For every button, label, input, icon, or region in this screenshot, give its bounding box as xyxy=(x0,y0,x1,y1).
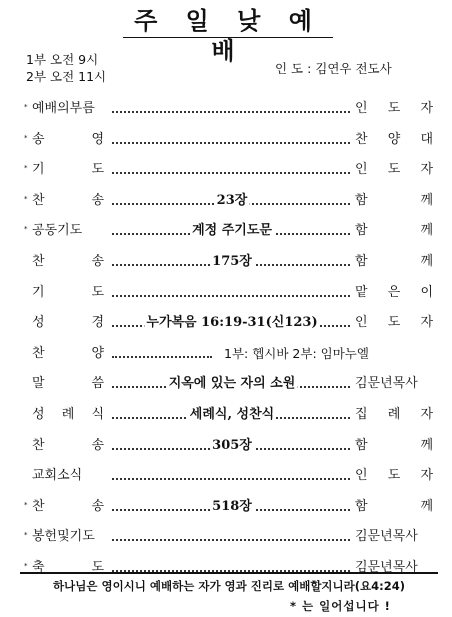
program-label: 찬 양 xyxy=(32,345,104,361)
program-responsible: 집 례 자 xyxy=(355,407,433,422)
program-row xyxy=(0,251,452,273)
standing-marker: * xyxy=(24,500,28,509)
program-row xyxy=(0,404,452,426)
program-label: 성 례 식 xyxy=(32,407,104,422)
dot-leader xyxy=(112,142,350,144)
program-label: 예배의부름 xyxy=(32,101,95,116)
program-label: 축 도 xyxy=(32,560,104,575)
program-label: 기 도 xyxy=(32,162,104,178)
program-row xyxy=(0,190,452,212)
program-detail: 175장 xyxy=(212,254,252,269)
standing-marker: * xyxy=(24,164,28,173)
program-detail: 23장 xyxy=(216,192,248,208)
program-label: 찬 송 xyxy=(32,498,104,514)
program-responsible: 함 께 xyxy=(355,437,433,453)
standing-marker: * xyxy=(24,531,28,540)
divider-line xyxy=(20,572,438,574)
program-responsible: 김문년목사 xyxy=(355,560,418,575)
program-row xyxy=(0,312,452,334)
page-title: 주 일 낮 예 배 xyxy=(134,6,322,65)
dot-leader xyxy=(112,539,350,541)
program-label: 기 도 xyxy=(32,284,104,300)
dot-leader xyxy=(112,478,350,480)
service-leader: 인 도 : 김연우 전도사 xyxy=(275,61,392,76)
program-row xyxy=(0,98,452,120)
service-time-2: 2부 오전 11시 xyxy=(26,69,107,84)
program-responsible: 김문년목사 xyxy=(355,376,418,392)
program-detail: 누가복음 16:19-31(신123) xyxy=(146,315,318,331)
program-row xyxy=(0,343,452,365)
program-detail: 계정 주기도문 xyxy=(192,223,272,239)
program-row xyxy=(0,557,452,579)
dot-leader xyxy=(112,111,350,113)
program-row xyxy=(0,373,452,395)
program-row xyxy=(0,282,452,304)
program-detail: 1부: 헵시바 2부: 임마누엘 xyxy=(224,345,369,361)
program-label: 공동기도 xyxy=(32,223,83,239)
program-row xyxy=(0,435,452,457)
program-label: 찬 송 xyxy=(32,254,104,269)
program-responsible: 함 께 xyxy=(355,223,433,239)
scripture-verse: 하나님은 영이시니 예배하는 자가 영과 진리로 예배할지니라(요4:24) xyxy=(53,579,405,593)
program-label: 봉헌및기도 xyxy=(32,529,95,545)
program-label: 말 씀 xyxy=(32,376,104,392)
program-responsible: 김문년목사 xyxy=(355,529,418,545)
program-label: 교회소식 xyxy=(32,468,83,484)
program-detail: 지옥에 있는 자의 소원 xyxy=(168,376,296,392)
standing-marker: * xyxy=(24,562,28,570)
dot-leader xyxy=(112,295,350,297)
program-row xyxy=(0,129,452,151)
program-responsible: 인 도 자 xyxy=(355,468,433,484)
service-time-1: 1부 오전 9시 xyxy=(26,52,99,67)
program-row xyxy=(0,465,452,487)
program-responsible: 찬 양 대 xyxy=(355,131,433,147)
program-responsible: 함 께 xyxy=(355,192,433,208)
standing-marker: * xyxy=(24,225,28,234)
program-detail: 518장 xyxy=(212,498,252,514)
dot-leader xyxy=(112,356,212,358)
stand-note: * 는 일어섭니다 ! xyxy=(290,599,391,613)
program-detail: 세례식, 성찬식 xyxy=(189,407,275,422)
program-label: 성 경 xyxy=(32,315,104,331)
program-label: 찬 송 xyxy=(32,192,104,208)
program-row xyxy=(0,496,452,518)
program-responsible: 함 께 xyxy=(355,498,433,514)
program-responsible: 인 도 자 xyxy=(355,101,433,116)
standing-marker: * xyxy=(24,194,28,203)
standing-marker: * xyxy=(24,103,28,111)
program-responsible: 인 도 자 xyxy=(355,162,433,178)
program-detail: 305장 xyxy=(212,437,252,453)
program-row xyxy=(0,159,452,181)
standing-marker: * xyxy=(24,133,28,142)
program-responsible: 인 도 자 xyxy=(355,315,433,331)
program-responsible: 함 께 xyxy=(355,254,433,269)
program-responsible: 맡 은 이 xyxy=(355,284,433,300)
dot-leader xyxy=(112,172,350,174)
program-label: 송 영 xyxy=(32,131,104,147)
program-row xyxy=(0,220,452,242)
program-row xyxy=(0,526,452,548)
program-label: 찬 송 xyxy=(32,437,104,453)
